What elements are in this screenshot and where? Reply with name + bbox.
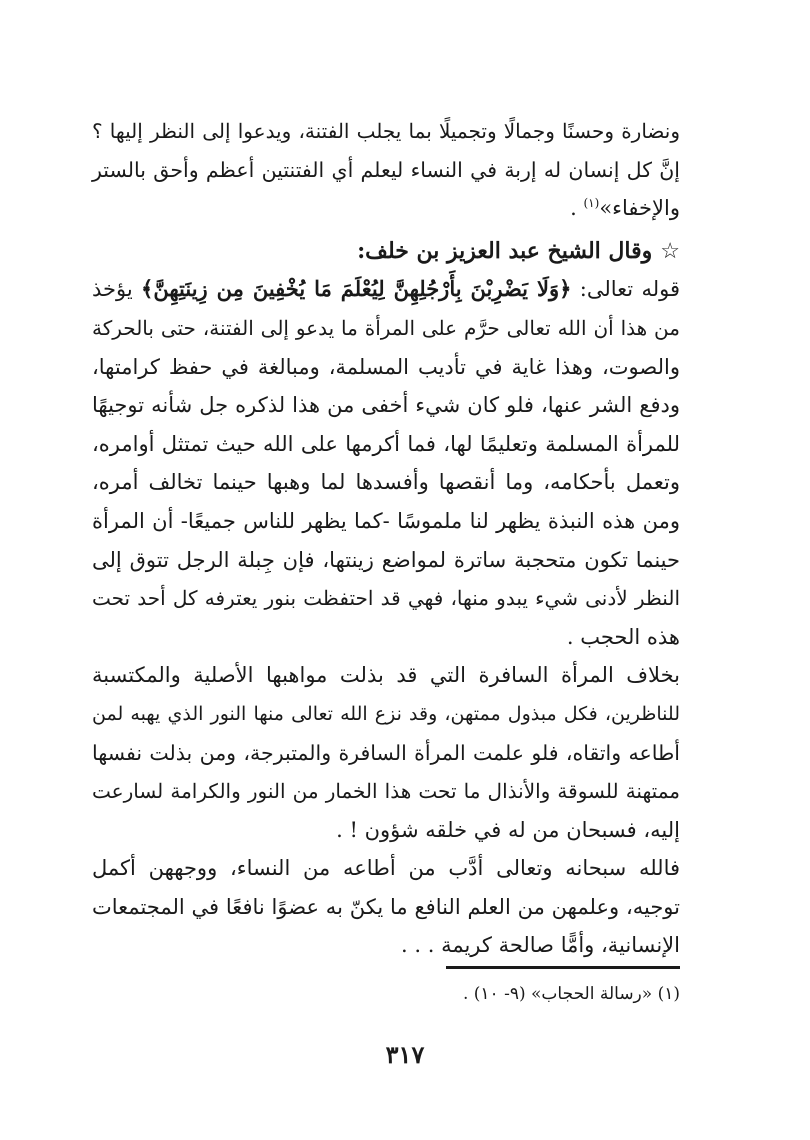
text-line: للمرأة المسلمة وتعليمًا لها، فما أكرمها على الله حيث تمتثل أوامره، — [92, 431, 680, 456]
text-line — [92, 270, 680, 309]
text-line: أطاعه واتقاه، فلو علمت المرأة السافرة والمتبرجة، ومن بذلت نفسها — [92, 740, 680, 765]
text-line: إليه، فسبحان من له في خلقه شؤون ! . — [336, 817, 680, 842]
text-line: توجيه، وعلمهن من العلم النافع ما يكنّ به عضوًا نافعًا في المجتمعات — [92, 894, 680, 919]
quran-verse: ﴿وَلَا يَضْرِبْنَ بِأَرْجُلِهِنَّ لِيُعْلَمَ مَا يُخْفِينَ مِن زِينَتِهِنَّ﴾ — [141, 276, 572, 302]
text-line: هذه الحجب . — [566, 624, 680, 649]
footnote: (١) «رسالة الحجاب» (٩- ١٠) . — [462, 984, 680, 1004]
text-fragment: . — [570, 196, 584, 221]
text-line: فالله سبحانه وتعالى أدَّب من أطاعه من النساء، ووجههن أكمل — [92, 856, 680, 881]
text-fragment: قوله تعالى: — [571, 277, 680, 302]
text-line: ممتهنة للسوقة والأنذال ما تحت هذا الخمار من النور والكرامة لسارعت — [92, 779, 680, 804]
text-line: ودفع الشر عنها، فلو كان شيء أخفى من هذا لذكره جل شأنه توجيهًا — [92, 393, 680, 418]
text-line: إنَّ كل إنسان له إربة في النساء ليعلم أي الفتنتين أعظم وأحق بالستر — [92, 157, 680, 182]
section-heading — [92, 232, 680, 271]
text-line: ونضارة وحسنًا وجمالًا وتجميلًا بما يجلب الفتنة، ويدعوا إلى النظر إليها ؟ — [92, 119, 680, 143]
text-line: والصوت، وهذا غاية في تأديب المسلمة، ومبالغة في حفظ كرامتها، — [92, 354, 680, 379]
text-line: وتعمل بأحكامه، وما أنقصها وأفسدها لما وهبها حينما تخالف أمره، — [92, 470, 680, 495]
page-number: ٣١٧ — [385, 1040, 425, 1069]
star-icon: ☆ — [660, 238, 680, 264]
text-line: من هذا أن الله تعالى حرَّم على المرأة ما يدعو إلى الفتنة، حتى بالحركة — [92, 315, 680, 340]
text-line: الإنسانية، وأمًّا صالحة كريمة . . . — [401, 933, 680, 958]
text-line: حينما تكون متحجبة ساترة لمواضع زينتها، فإن جِبلة الرجل تتوق إلى — [92, 547, 680, 572]
text-line: للناظرين، فكل مبذول ممتهن، وقد نزع الله تعالى منها النور الذي يهبه لمن — [92, 702, 680, 725]
text-line: ومن هذه النبذة يظهر لنا ملموسًا -كما يظهر للناس جميعًا- أن المرأة — [92, 508, 680, 533]
text-fragment: والإخفاء» — [599, 196, 680, 221]
text-fragment: يؤخذ — [92, 277, 142, 302]
text-line: النظر لأدنى شيء يبدو منها، فهي قد احتفظت بنور يعترفه كل أحد تحت — [92, 586, 680, 611]
main-text — [92, 112, 680, 965]
footnote-divider — [446, 966, 680, 969]
heading-text: وقال الشيخ عبد العزيز بن خلف: — [357, 237, 653, 264]
text-line — [92, 189, 680, 228]
footnote-reference: (١) — [583, 196, 600, 211]
text-line: بخلاف المرأة السافرة التي قد بذلت مواهبها الأصلية والمكتسبة — [92, 663, 680, 688]
